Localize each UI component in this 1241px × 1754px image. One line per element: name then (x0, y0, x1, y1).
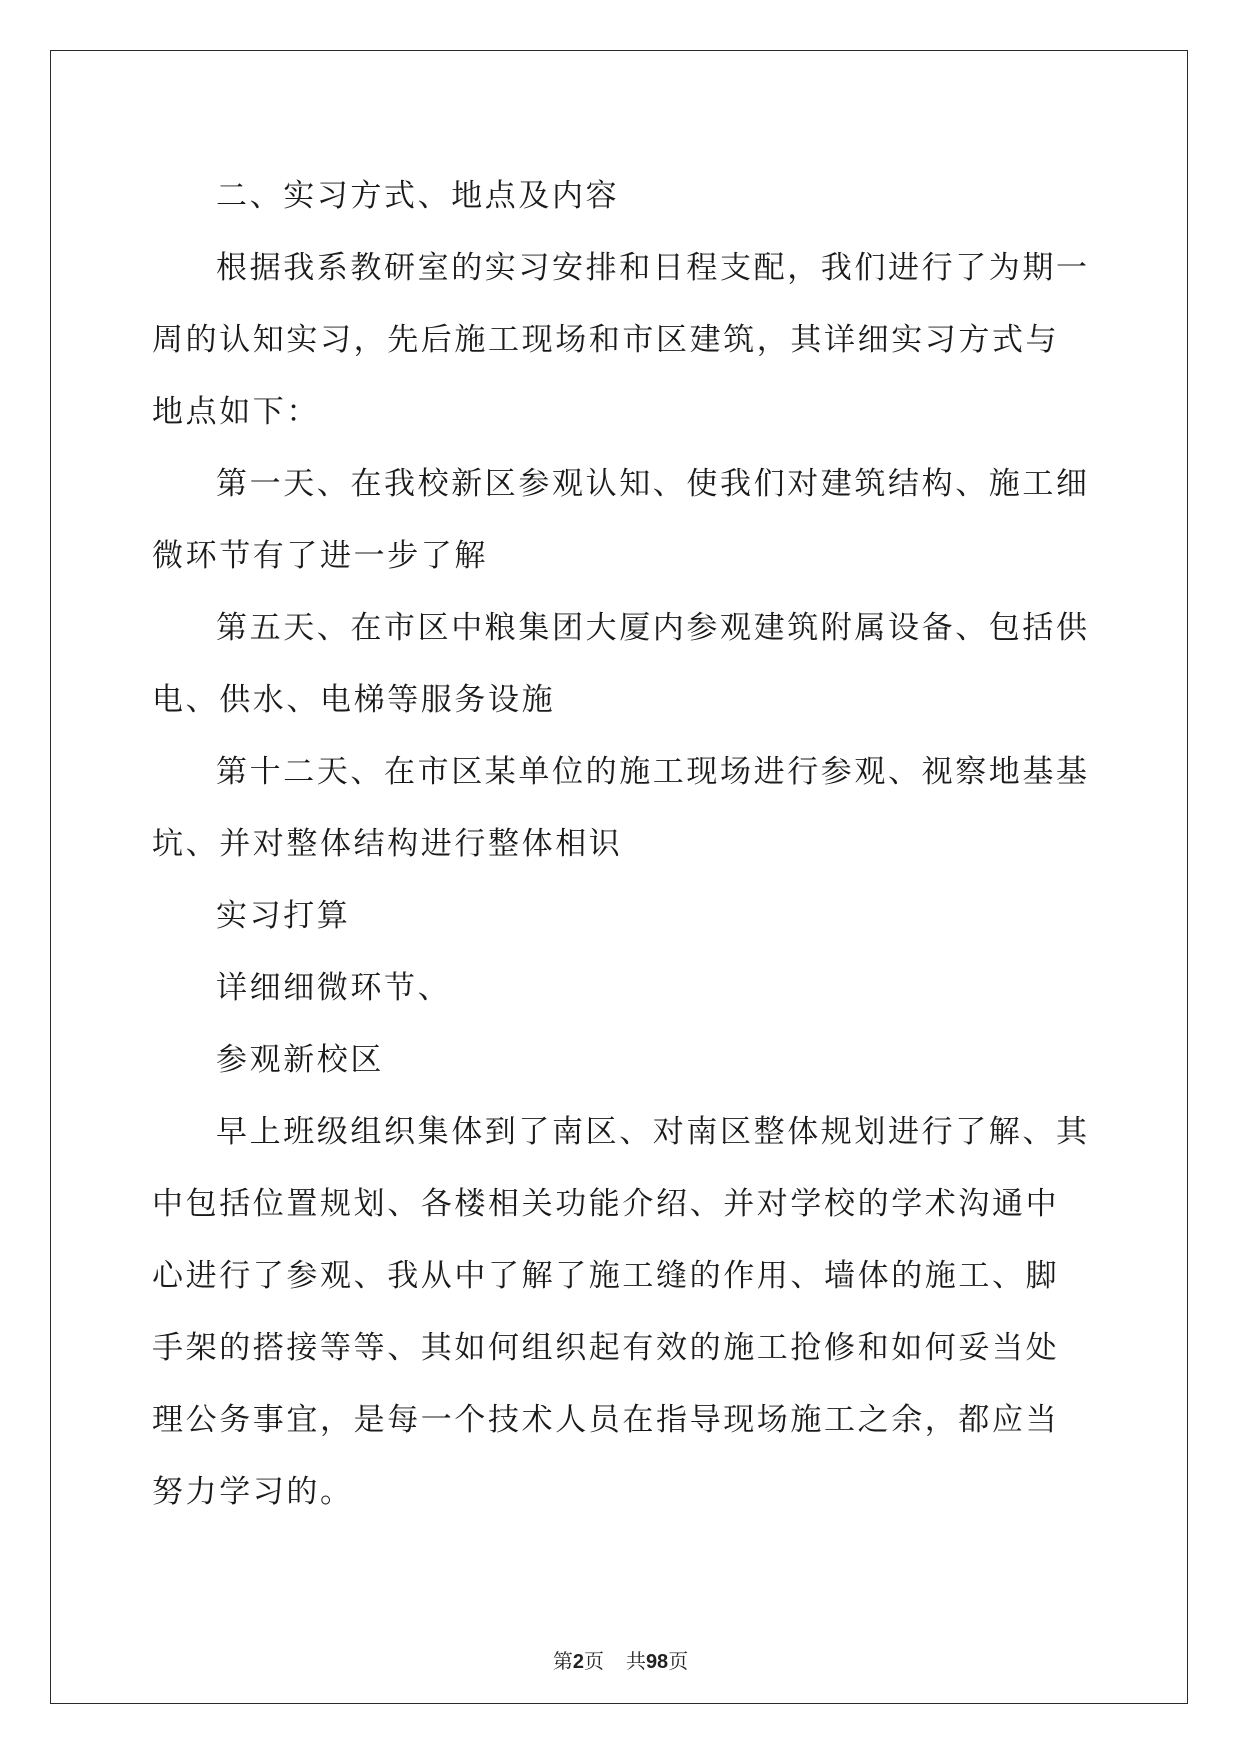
footer-page-suffix: 页 (583, 1649, 604, 1673)
section-heading: 二、实习方式、地点及内容 (216, 178, 620, 214)
subheading: 实习打算 (216, 898, 351, 934)
subheading: 详细细微环节、 (216, 970, 452, 1006)
paragraph: 根据我系教研室的实习安排和日程支配，我们进行了为期一周的认知实习，先后施工现场和市区建筑，其详细实习方式与地点如下： (152, 250, 1090, 430)
page-number: 2 (572, 1651, 584, 1673)
footer-prefix: 第 (552, 1649, 573, 1673)
paragraph: 早上班级组织集体到了南区、对南区整体规划进行了解、其中包括位置规划、各楼相关功能介绍、并对学校的学术沟通中心进行了参观、我从中了解了施工缝的作用、墙体的施工、脚手架的搭接等等、其如何组织起有效的施工抢修和如何妥当处理公务事宜，是每一个技术人员在指导现场施工之余，都应当努力学习的。 (152, 1114, 1090, 1510)
paragraph: 第五天、在市区中粮集团大厦内参观建筑附属设备、包括供电、供水、电梯等服务设施 (152, 610, 1090, 718)
document-body (152, 160, 1092, 1528)
paragraph: 第一天、在我校新区参观认知、使我们对建筑结构、施工细微环节有了进一步了解 (152, 466, 1090, 574)
footer-total-suffix: 页 (668, 1649, 689, 1673)
page-footer (0, 1645, 1241, 1674)
subheading: 参观新校区 (216, 1042, 384, 1078)
total-pages: 98 (645, 1651, 669, 1673)
paragraph: 第十二天、在市区某单位的施工现场进行参观、视察地基基坑、并对整体结构进行整体相识 (152, 754, 1090, 862)
footer-total-prefix: 共 (625, 1649, 646, 1673)
